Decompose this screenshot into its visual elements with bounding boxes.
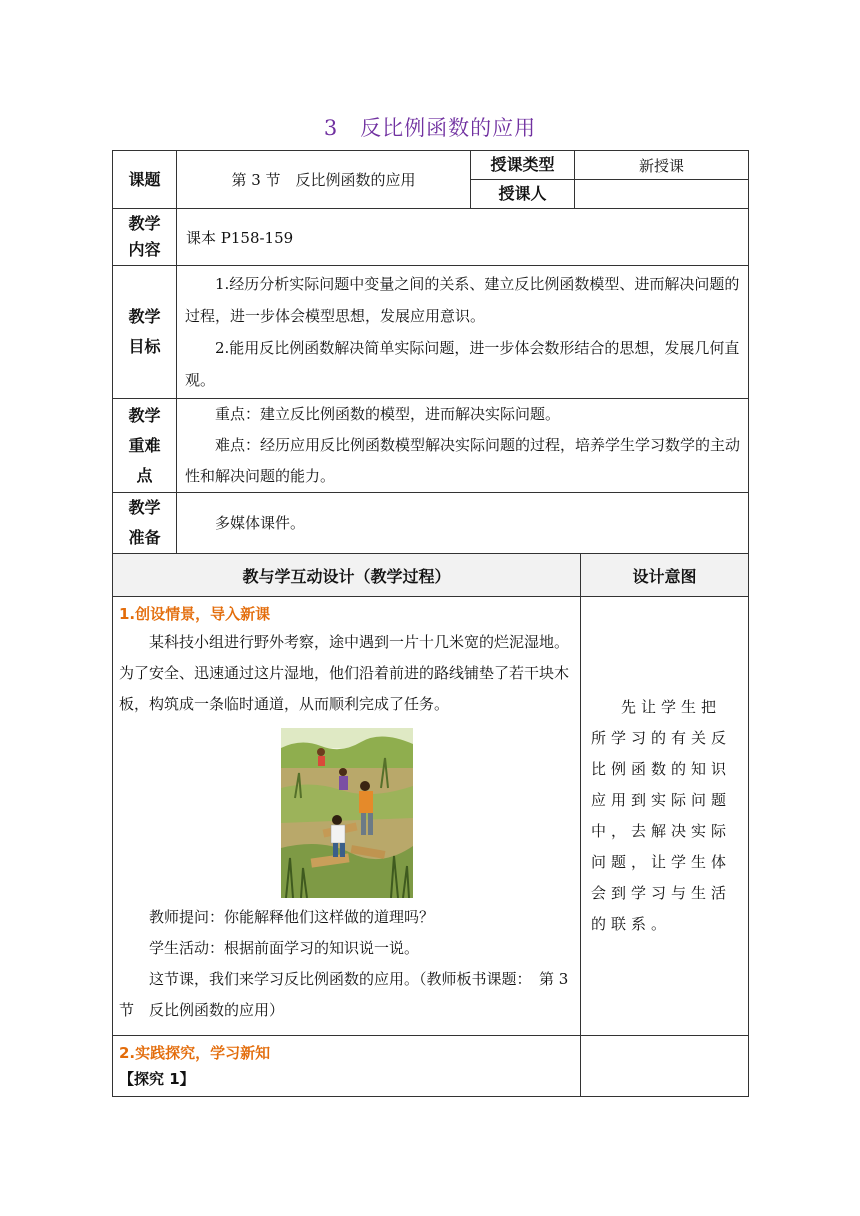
teaching-process-table bbox=[112, 553, 749, 1097]
topic-label: 课题 bbox=[113, 151, 177, 209]
goals-label-text: 教学目标 bbox=[128, 307, 161, 356]
intent-column-header: 设计意图 bbox=[581, 554, 749, 597]
process-column-header: 教与学互动设计（教学过程） bbox=[113, 554, 581, 597]
section1-title: 1.创设情景，导入新课 bbox=[119, 605, 271, 623]
lesson-intro: 这节课，我们来学习反比例函数的应用。（教师板书课题： 第 3 节 反比例函数的应用） bbox=[119, 970, 569, 1019]
document-title: 3 反比例函数的应用 bbox=[323, 116, 537, 140]
keypoint-2: 难点：经历应用反比例函数模型解决实际问题的过程，培养学生学习数学的主动性和解决问题的能力。 bbox=[185, 436, 741, 485]
section1-story: 某科技小组进行野外考察，途中遇到一片十几米宽的烂泥湿地。为了安全、迅速通过这片湿地，他们沿着前进的路线铺垫了若干块木板，构筑成一条临时通道，从而顺利完成了任务。 bbox=[119, 633, 570, 713]
type-label: 授课类型 bbox=[471, 151, 575, 180]
goal-1: 1.经历分析实际问题中变量之间的关系、建立反比例函数模型、进而解决问题的过程，进一步体会模型思想，发展应用意识。 bbox=[185, 275, 740, 325]
section2-design-intent bbox=[581, 1036, 749, 1097]
topic-value: 第 3 节 反比例函数的应用 bbox=[177, 151, 471, 209]
children-laying-planks-illustration bbox=[281, 728, 413, 898]
teacher-question: 教师提问：你能解释他们这样做的道理吗？ bbox=[149, 908, 435, 926]
teacher-value bbox=[575, 180, 749, 209]
goals-label bbox=[113, 266, 177, 399]
prep-label-text: 教学准备 bbox=[128, 498, 161, 547]
student-activity: 学生活动：根据前面学习的知识说一说。 bbox=[149, 939, 420, 957]
content-label-text: 教学内容 bbox=[128, 214, 161, 259]
lesson-info-table bbox=[112, 150, 749, 554]
goal-2: 2.能用反比例函数解决简单实际问题，进一步体会数形结合的思想，发展几何直观。 bbox=[185, 339, 740, 389]
prep-value: 多媒体课件。 bbox=[215, 514, 306, 532]
keypoints-label bbox=[113, 399, 177, 493]
prep-label bbox=[113, 493, 177, 554]
section1-design-intent: 先让学生把所学习的有关反比例函数的知识应用到实际问题中，去解决实际问题，让学生体会到学习与生活的联系。 bbox=[581, 597, 749, 1036]
content-label bbox=[113, 209, 177, 266]
keypoints-label-text: 教学重难点 bbox=[128, 405, 161, 485]
teacher-label: 授课人 bbox=[471, 180, 575, 209]
type-value: 新授课 bbox=[575, 151, 749, 180]
content-value: 课本 P158-159 bbox=[177, 209, 749, 266]
section2-title: 2.实践探究，学习新知 bbox=[119, 1044, 271, 1062]
explore-1-label: 【探究 1】 bbox=[119, 1070, 195, 1088]
keypoint-1: 重点：建立反比例函数的模型，进而解决实际问题。 bbox=[215, 405, 561, 423]
